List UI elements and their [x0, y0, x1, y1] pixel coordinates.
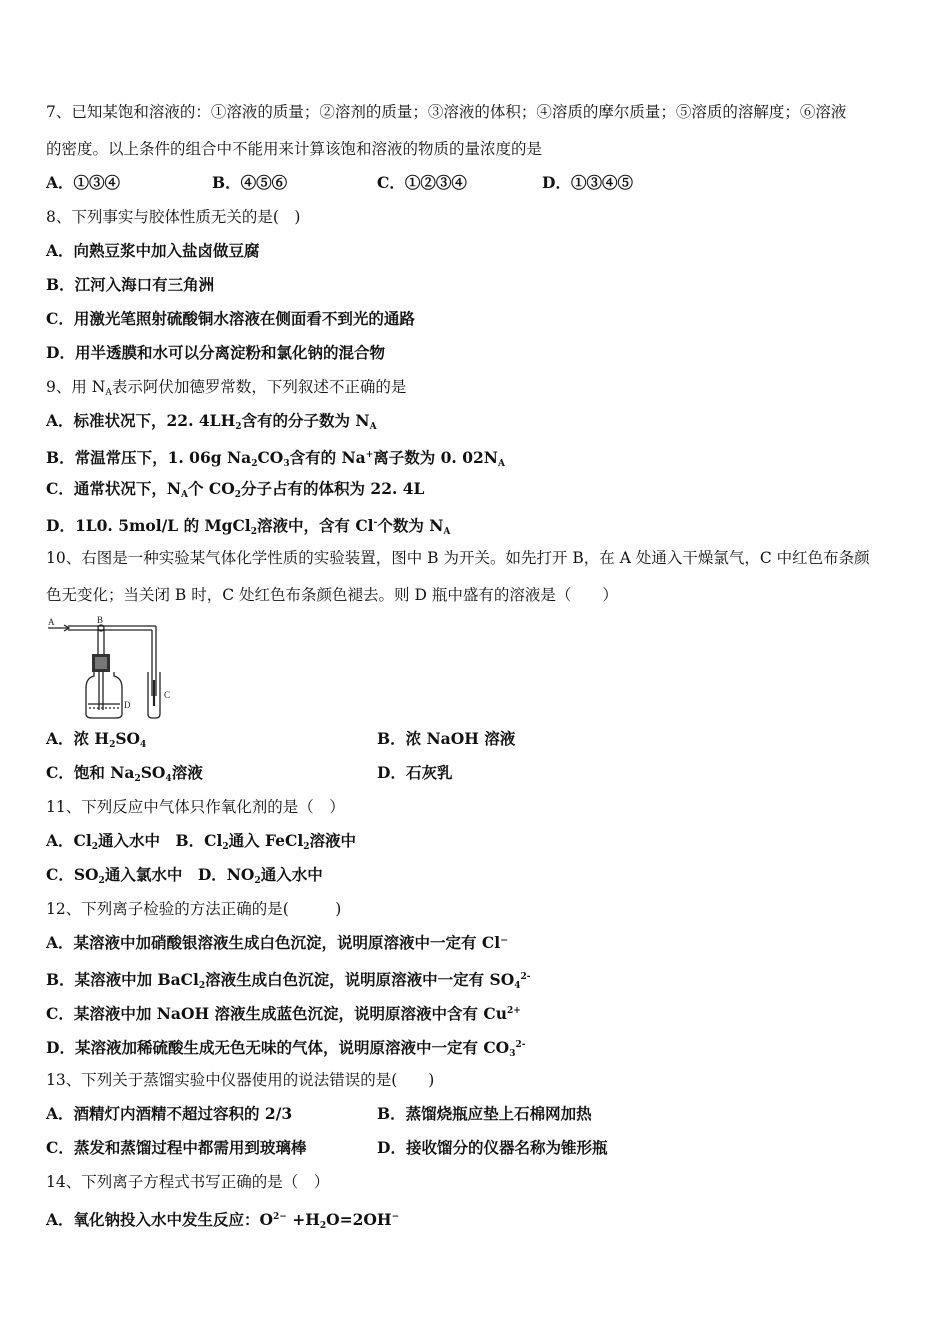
q14-option-a: A．氧化钠投入水中发生反应：$O^{2-} +H_2O=2OH^-$: [46, 1210, 400, 1231]
q13-stem: 13、下列关于蒸馏实验中仪器使用的说法错误的是( ): [46, 1071, 435, 1089]
q11-stem: 11、下列反应中气体只作氧化剂的是（ ）: [46, 798, 345, 816]
q8-option-d: D．用半透膜和水可以分离淀粉和氯化钠的混合物: [46, 343, 385, 362]
q7-option-d: D．①③④⑤: [542, 173, 633, 192]
q9-option-c: C．通常状况下，$N_A$个 $CO_2$分子占有的体积为 22. 4L: [46, 479, 425, 500]
q10-option-c: C．饱和 $Na_2SO_4$溶液: [46, 763, 203, 784]
label-d: D: [124, 700, 131, 710]
q13-option-d: D．接收馏分的仪器名称为锥形瓶: [377, 1138, 608, 1157]
q8-option-c: C．用激光笔照射硫酸铜水溶液在侧面看不到光的通路: [46, 309, 415, 328]
q9-option-b: B．常温常压下，1. 06g $Na_2CO_3$含有的 Na+离子数为 0. $02N_A$: [46, 448, 505, 469]
q7-option-c: C．①②③④: [377, 173, 467, 192]
q7-stem-line2: 的密度。以上条件的组合中不能用来计算该饱和溶液的物质的量浓度的是: [46, 140, 543, 158]
q13-option-c: C．蒸发和蒸馏过程中都需用到玻璃棒: [46, 1138, 307, 1157]
q8-option-b: B．江河入海口有三角洲: [46, 275, 215, 294]
q8-option-a: A．向熟豆浆中加入盐卤做豆腐: [46, 241, 260, 260]
q10-stem-line1: 10、右图是一种实验某气体化学性质的实验装置，图中 B 为开关。如先打开 B，在 A 处通入干燥氯气，C 中红色布条颜: [46, 549, 870, 567]
gas-apparatus-diagram: [46, 616, 180, 720]
q9-option-d: D．1L0. 5mol/L 的 MgCl$_2$溶液中，含有 Cl-个数为 $N_A$: [46, 516, 451, 537]
q9-stem: 9、用 $N_A$表示阿伏加德罗常数，下列叙述不正确的是: [46, 378, 407, 398]
q10-option-d: D．石灰乳: [377, 763, 453, 782]
q7-stem-line1: 7、已知某饱和溶液的：①溶液的质量；②溶剂的质量；③溶液的体积；④溶质的摩尔质量；⑤溶质的溶解度；⑥溶液: [46, 103, 847, 121]
label-a: A: [48, 617, 55, 627]
q12-option-b: B．某溶液中加 BaCl$_2$溶液生成白色沉淀，说明原溶液中一定有 $SO_4^{2-}$: [46, 970, 531, 991]
q12-stem: 12、下列离子检验的方法正确的是( ): [46, 900, 342, 918]
q10-stem-line2: 色无变化；当关闭 B 时，C 处红色布条颜色褪去。则 D 瓶中盛有的溶液是（ ）: [46, 586, 618, 604]
q14-stem: 14、下列离子方程式书写正确的是（ ）: [46, 1173, 330, 1191]
q10-option-a: A．浓 $H_2SO_4$: [46, 729, 147, 750]
q13-option-b: B．蒸馏烧瓶应垫上石棉网加热: [377, 1104, 592, 1123]
q7-option-b: B．④⑤⑥: [212, 173, 288, 192]
q12-option-d: D．某溶液加稀硫酸生成无色无味的气体，说明原溶液中一定有 $CO_3^{2-}$: [46, 1038, 526, 1059]
label-c: C: [164, 690, 171, 700]
q11-options-ab: A．$Cl_2$通入水中 B．$Cl_2$通入 FeCl$_2$溶液中: [46, 831, 357, 852]
q10-option-b: B．浓 NaOH 溶液: [377, 729, 516, 748]
q7-option-a: A．①③④: [46, 173, 121, 192]
label-b: B: [97, 616, 104, 625]
bottle-stopper-detail: [95, 657, 107, 669]
bottle-d: [86, 672, 122, 718]
q9-option-a: A．标准状况下，22. $4LH_2$含有的分子数为 $N_A$: [46, 411, 377, 432]
q11-options-cd: C．$SO_2$通入氯水中 D．$NO_2$通入水中: [46, 865, 323, 886]
q13-option-a: A．酒精灯内酒精不超过容积的 2/3: [46, 1104, 293, 1123]
q8-stem: 8、下列事实与胶体性质无关的是( ): [46, 208, 301, 226]
q12-option-c: C．某溶液中加 NaOH 溶液生成蓝色沉淀，说明原溶液中含有 $Cu^{2+}$: [46, 1004, 521, 1023]
q12-option-a: A．某溶液中加硝酸银溶液生成白色沉淀，说明原溶液中一定有 Cl⁻: [46, 933, 509, 952]
